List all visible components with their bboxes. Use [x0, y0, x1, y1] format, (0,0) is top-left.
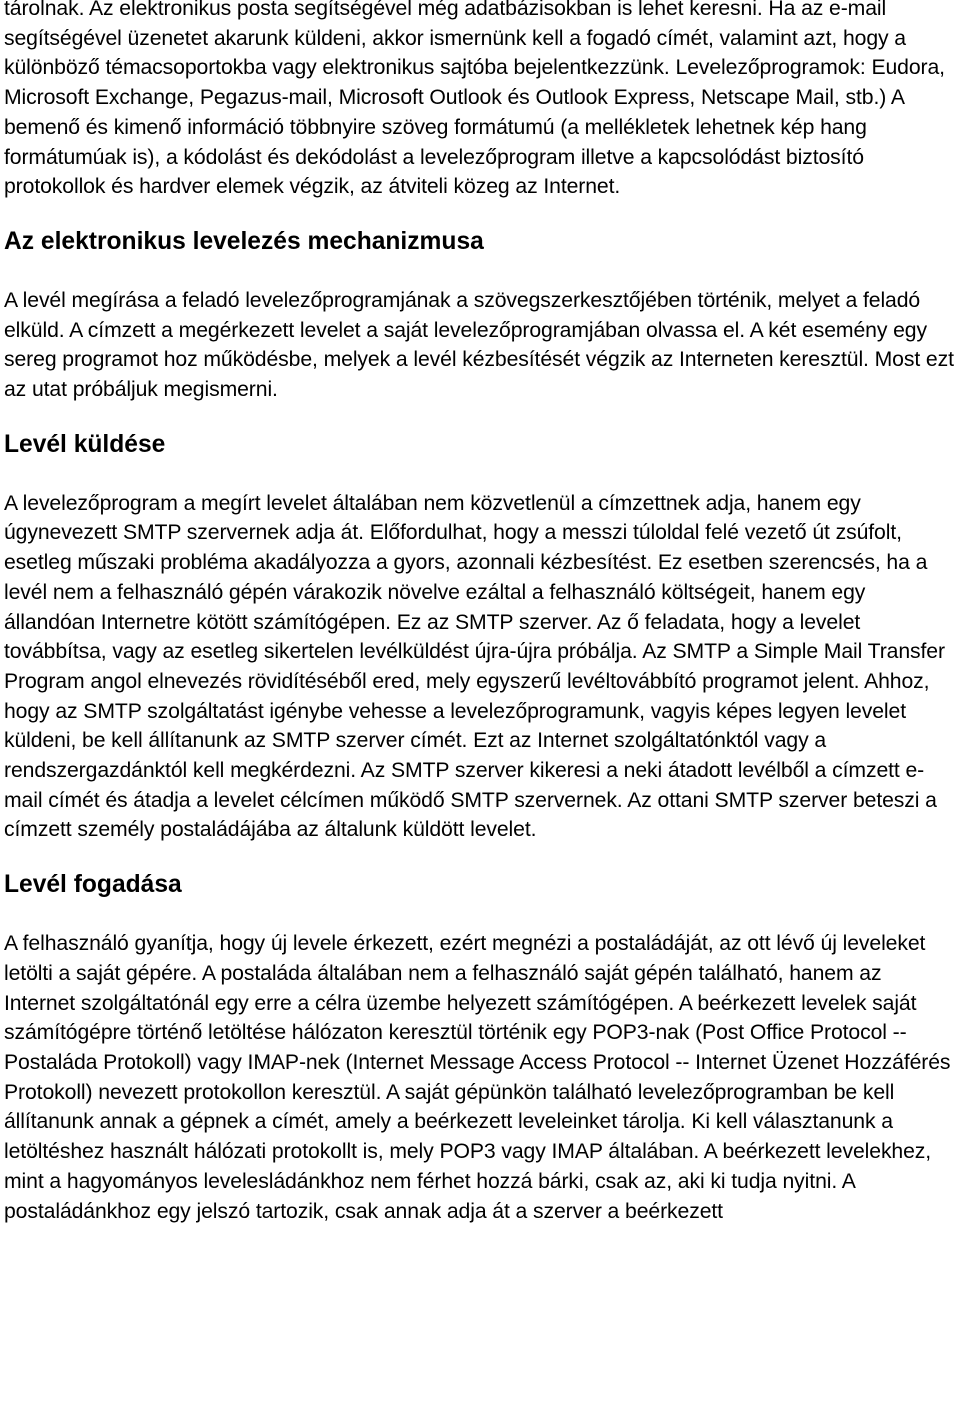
paragraph-receiving: A felhasználó gyanítja, hogy új levele érkezett, ezért megnézi a postaládáját, az ott lévő új leveleket letölti a saját gépére. A postaláda általában nem a felhasználó saját gépén található, hanem az Internet szolgáltatónál egy erre a célra üzembe helyezett számítógépen. A beérkezett levelek saját számítógépre történő letöltése hálózaton keresztül történik egy POP3-nak (Post Office Protocol -- Postaláda Protokoll) vagy IMAP-nek (Internet Message Access Protocol -- Internet Üzenet Hozzáférés Protokoll) nevezett protokollon keresztül. A saját gépünkön található levelezőprogramban be kell állítanunk annak a gépnek a címét, amely a beérkezett leveleinket tárolja. Ki kell választanunk a letöltéshez használt hálózati protokollt is, mely POP3 vagy IMAP általában. A beérkezett levelekhez, mint a hagyományos levelesládánkhoz nem férhet hozzá bárki, csak az, aki ki tudja nyitni. A postaládánkhoz egy jelszó tartozik, csak annak adja át a szerver a beérkezett — [4, 932, 951, 1223]
paragraph-sending: A levelezőprogram a megírt levelet általában nem közvetlenül a címzettnek adja, hanem egy úgynevezett SMTP szervernek adja át. Előfordulhat, hogy a messzi túloldal felé vezető út zsúfolt, esetleg műszaki probléma akadályozza a gyors, azonnali kézbesítést. Ez esetben szerencsés, ha a levél nem a felhasználó gépén várakozik növelve ezáltal a felhasználó költségeit, hanem egy állandóan Internetre kötött számítógépen. Ez az SMTP szerver. Az ő feladata, hogy a levelet továbbítsa, vagy az esetleg sikertelen levélküldést újra-újra próbálja. Az SMTP a Simple Mail Transfer Program angol elnevezés rövidítéséből ered, mely egyszerű levéltovábbító programot jelent. Ahhoz, hogy az SMTP szolgáltatást igénybe vehesse a levelezőprogramunk, vagyis képes legyen levelet küldeni, be kell állítanunk az SMTP szerver címét. Ezt az Internet szolgáltatónktól vagy a rendszergazdánktól kell megkérdezni. Az SMTP szerver kikeresi a neki átadott levélből a címzett e-mail címét és átadja a levelet célcímen működő SMTP szervernek. Az ottani SMTP szerver beteszi a címzett személy postaládájába az általunk küldött levelet. — [4, 491, 945, 842]
heading-mechanism: Az elektronikus levelezés mechanizmusa — [4, 227, 484, 255]
spacer — [4, 845, 956, 870]
spacer — [4, 900, 956, 929]
document-page — [4, 0, 956, 1226]
intro-paragraph: tárolnak. Az elektronikus posta segítségével még adatbázisokban is lehet keresni. Ha az e-mail segítségével üzenetet akarunk küldeni, akkor ismernünk kell a fogadó címét, valamint azt, hogy a különböző témacsoportokba vagy elektronikus sajtóba bejelentkezzünk. Levelezőprogramok: Eudora, Microsoft Exchange, Pegazus-mail, Microsoft Outlook és Outlook Express, Netscape Mail, stb.) A bemenő és kimenő információ többnyire szöveg formátumú (a mellékletek lehetnek kép hang formátumúak is), a kódolást és dekódolást a levelezőprogram illetve a kapcsolódást biztosító protokollok és hardver elemek végzik, az átviteli közeg az Internet. — [4, 0, 945, 199]
spacer — [4, 257, 956, 286]
heading-receiving: Levél fogadása — [4, 871, 182, 899]
spacer — [4, 202, 956, 227]
spacer — [4, 405, 956, 430]
heading-sending: Levél küldése — [4, 430, 166, 458]
paragraph-mechanism: A levél megírása a feladó levelezőprogramjának a szövegszerkesztőjében történik, melyet a feladó elküld. A címzett a megérkezett levelet a saját levelezőprogramjában olvassa el. A két esemény egy sereg programot hoz működésbe, melyek a levél kézbesítését végzik az Interneten keresztül. Most ezt az utat próbáljuk megismerni. — [4, 288, 954, 402]
spacer — [4, 460, 956, 489]
